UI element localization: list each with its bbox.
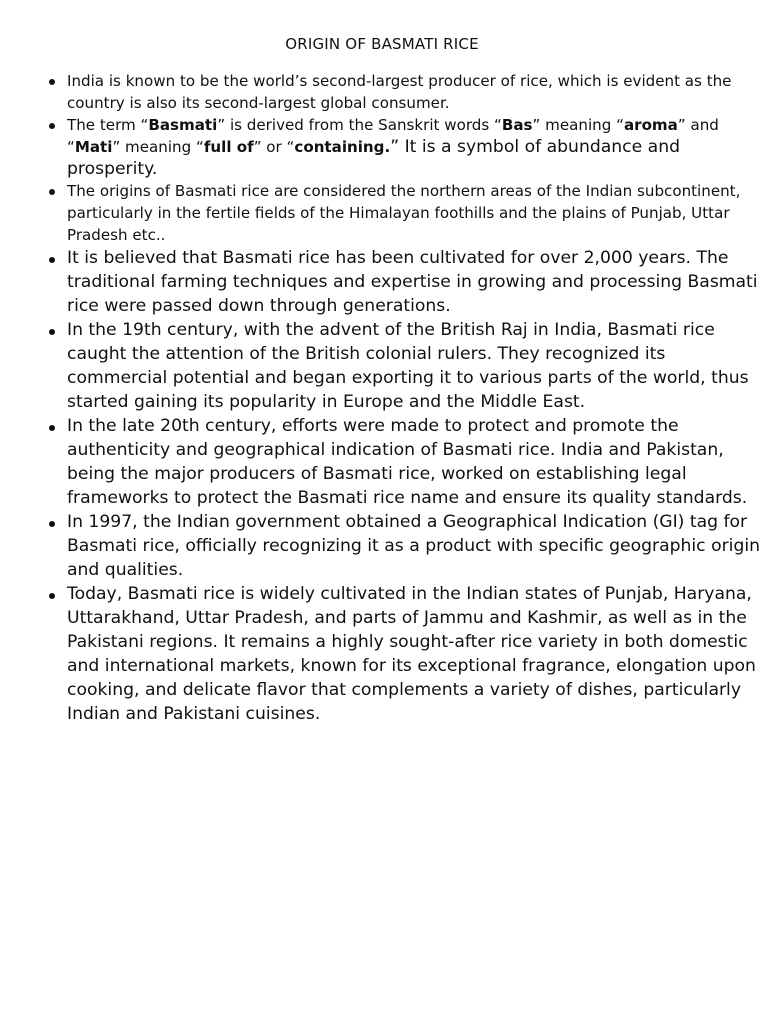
bullet-list [40,70,767,726]
term-mati: Mati [74,138,113,156]
bullet-item-etymology [67,114,767,180]
document-title: ORIGIN OF BASMATI RICE [285,35,479,53]
term-full-of: full of [203,138,254,156]
etymology-tail: ” It is a symbol of abundance and prosperity. [67,137,680,179]
term-bas: Bas [501,116,533,134]
bullet-item-origins: The origins of Basmati rice are considered the northern areas of the Indian subcontinent, particularly in the fertile fields of the Himalayan foothills and the plains of Punjab, Uttar Pradesh etc.. [67,180,767,246]
term-aroma: aroma [623,116,678,134]
bullet-item-protection: In the late 20th century, efforts were made to protect and promote the authenticity and geographical indication of Basmati rice. India and Pakistan, being the major producers of Basmati rice, worked on establishing legal frameworks to protect the Basmati rice name and ensure its quality standards. [67,414,767,510]
bullet-item-gi-tag: In 1997, the Indian government obtained a Geographical Indication (GI) tag for Basmati rice, officially recognizing it as a product with specific geographic origin and qualities. [67,510,767,582]
bullet-item-cultivation-history: It is believed that Basmati rice has been cultivated for over 2,000 years. The traditional farming techniques and expertise in growing and processing Basmati rice were passed down through generations. [67,246,767,318]
etymology-text: ” meaning “ [112,138,204,156]
etymology-text: The term “ [67,116,149,134]
bullet-item-producer: India is known to be the world’s second-largest producer of rice, which is evident as the country is also its second-largest global consumer. [67,70,767,114]
term-containing: containing. [294,138,391,156]
etymology-text: ” is derived from the Sanskrit words “ [217,116,502,134]
bullet-item-british-raj: In the 19th century, with the advent of the British Raj in India, Basmati rice caught the attention of the British colonial rulers. They recognized its commercial potential and began exporting it to various parts of the world, thus started gaining its popularity in Europe and the Middle East. [67,318,767,414]
etymology-text: ” or “ [253,138,295,156]
term-basmati: Basmati [148,116,218,134]
etymology-text: ” meaning “ [532,116,624,134]
bullet-item-today: Today, Basmati rice is widely cultivated in the Indian states of Punjab, Haryana, Uttarakhand, Uttar Pradesh, and parts of Jammu and Kashmir, as well as in the Pakistani regions. It remains a highly sought-after rice variety in both domestic and international markets, known for its exceptional fragrance, elongation upon cooking, and delicate flavor that complements a variety of dishes, particularly Indian and Pakistani cuisines. [67,582,767,726]
etymology-text: ” and “ [67,116,719,156]
